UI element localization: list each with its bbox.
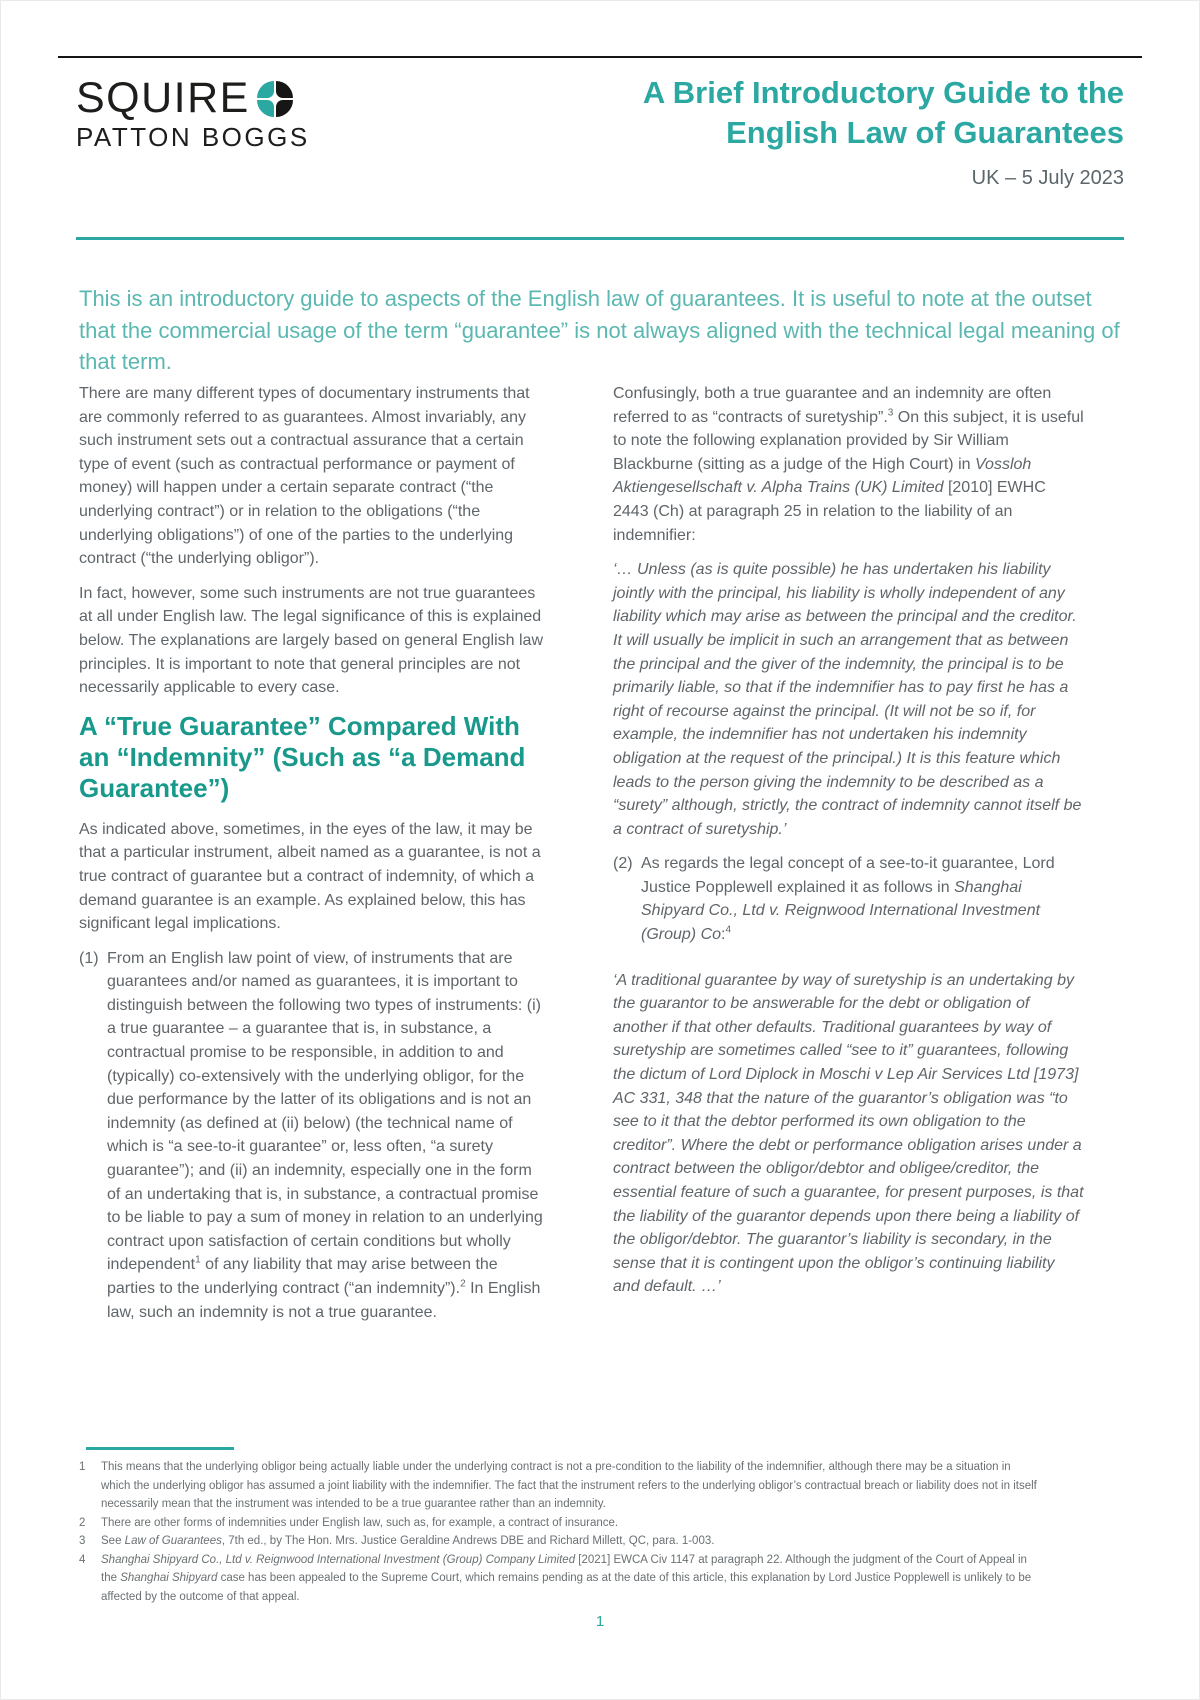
block-quote: ‘… Unless (as is quite possible) he has undertaken his liability jointly with the principal, his liability is wholly independent of any liability which may arise as between the principal and the creditor. It will usually be implicit in such an arrangement that as between the principal and the giver of the indemnity, the principal is to be primarily liable, so that if the indemnifier has to pay first he has a right of recourse against the principal. (It will not be so if, for example, the indemnifier has not undertaken his indemnity obligation at the request of the principal.) It is this feature which leads to the person giving the indemnity to be described as a “surety” although, strictly, the contract of indemnity cannot itself be a contract of suretyship.’ [613, 561, 1082, 838]
case-citation: Vossloh Aktiengesellschaft v. Alpha Trains (UK) Limited [613, 455, 1032, 497]
petal-top-right [276, 81, 293, 98]
footnote-3 [79, 1532, 1039, 1551]
footnote-2 [79, 1514, 1039, 1533]
footnote-segment: , 7th ed., by The Hon. Mrs. Justice Geraldine Andrews DBE and Richard Millett, QC, para. 1-003. [221, 1535, 715, 1547]
item-text-segment: : [721, 926, 726, 944]
dateline: UK – 5 July 2023 [971, 167, 1124, 189]
item-text-segment: In English law, such an indemnity is not a true guarantee. [107, 1280, 541, 1321]
footnote-ref-2: 2 [460, 1278, 466, 1290]
title-line-2: English Law of Guarantees [726, 115, 1124, 150]
top-divider [58, 56, 1142, 58]
petal-bottom-right [276, 100, 293, 117]
item-text-segment: From an English law point of view, of instruments that are guarantees and/or named as guarantees, it is important to distinguish between the following two types of instruments: (i) a true guarantee – a guarantee that is, in substance, a contractual promise to be responsible, in addition to and (typically) co-extensively with the underlying obligor, for the due performance by the latter of its obligations and is not an indemnity (as defined at (ii) below) (the technical name of which is “a see-to-it guarantee” or, less often, “a surety guarantee”); and (ii) an indemnity, especially one in the form of an undertaking that is, in substance, a contractual promise to be liable to pay a sum of money in relation to an underlying contract upon satisfaction of certain conditions but wholly independent [107, 949, 543, 1274]
paragraph-segment: On this subject, it is useful to note the following explanation provided by Sir William Blackburne (sitting as a judge of the High Court) in [613, 408, 1084, 473]
paragraph-segment: Confusingly, both a true guarantee and an indemnity are often referred to as “contracts of suretyship”. [613, 385, 1052, 426]
page-number: 1 [595, 1613, 605, 1630]
right-column [613, 382, 1085, 1310]
logo-text-patton-boggs: PATTON BOGGS [76, 122, 310, 152]
footnotes [79, 1458, 1039, 1606]
item-text-segment: of any liability that may arise between the parties to the underlying contract (“an indemnity”). [107, 1256, 498, 1297]
numbered-item-2 [613, 852, 1085, 957]
logo-text-squire: SQUIRE [76, 74, 250, 122]
case-citation: Shanghai Shipyard Co., Ltd v. Reignwood International Investment (Group) Co [641, 878, 1041, 944]
footnote-segment: case has been appealed to the Supreme Court, which remains pending as at the date of this article, this explanation by Lord Justice Popplewell is unlikely to be affected by the outcome of that appeal. [101, 1572, 1032, 1603]
footnote-ref-3: 3 [887, 407, 894, 419]
footnote-ref-4: 4 [725, 924, 732, 936]
footnote-number: 1 [79, 1461, 86, 1473]
footnote-ref-1: 1 [195, 1255, 201, 1267]
block-quote: ‘A traditional guarantee by way of suretyship is an undertaking by the guarantor to be answerable for the debt or obligation of another if that other defaults. Traditional guarantees by way of suretyship are sometimes called “see to it” guarantees, following the dictum of Lord Diplock in Moschi v Lep Air Services Ltd [1973] AC 331, 348 that the nature of the guarantor’s obligation was “to see to it that the debtor performed its own obligation to the creditor”. Where the debt or performance obligation arises under a contract between the obligor/debtor and obligee/creditor, the essential feature of such a guarantee, for present purposes, is that the liability of the guarantor depends upon there being a liability of the obligor/debtor. The guarantor’s liability is secondary, in the sense that it is contingent upon the obligor’s continuing liability and default. …’ [613, 971, 1084, 1296]
book-title: Law of Guarantees [124, 1535, 222, 1547]
item-number: (2) [613, 855, 633, 873]
footnote-4 [79, 1551, 1039, 1607]
footnote-segment: See [101, 1535, 125, 1547]
paragraph: In fact, however, some such instruments are not true guarantees at all under English law. The legal significance of this is explained below. The explanations are largely based on general English law principles. It is important to note that general principles are not necessarily applicable to every case. [79, 584, 544, 697]
footnote-1 [79, 1458, 1039, 1514]
section-heading: A “True Guarantee” Compared With an “Indemnity” (Such as “a Demand Guarantee”) [79, 710, 526, 803]
footnote-number: 4 [79, 1553, 86, 1566]
paragraph-segment: [2010] EWHC 2443 (Ch) at paragraph 25 in relation to the liability of an indemnifier: [613, 479, 1046, 544]
case-citation: Shanghai Shipyard Co., Ltd v. Reignwood International Investment (Group) Company Limited [101, 1553, 576, 1566]
footnote-number: 2 [79, 1516, 86, 1529]
item-number: (1) [79, 949, 99, 967]
left-column [79, 382, 545, 1346]
paragraph: As indicated above, sometimes, in the eyes of the law, it may be that a particular instrument, albeit named as a guarantee, is not a true contract of guarantee but a contract of indemnity, of which a demand guarantee is an example. As explained below, this has significant legal implications. [79, 820, 541, 933]
petal-bottom-left [257, 100, 274, 117]
item-text-segment: As regards the legal concept of a see-to-it guarantee, Lord Justice Popplewell explained it as follows in [641, 855, 1055, 896]
petal-top-left [257, 81, 274, 98]
title-line-1: A Brief Introductory Guide to the [642, 75, 1124, 110]
footnote-number: 3 [79, 1535, 86, 1547]
footnote-segment: [2021] EWCA Civ 1147 at paragraph 22. Although the judgment of the Court of Appeal in the [101, 1553, 1027, 1584]
numbered-item-1 [79, 947, 545, 1336]
case-citation: Shanghai Shipyard [120, 1572, 218, 1584]
footnote-text [101, 1551, 1039, 1607]
four-petal-circle-icon [257, 81, 293, 117]
footnote-text [101, 1532, 1039, 1551]
paragraph: There are many different types of documentary instruments that are commonly referred to as guarantees. Almost invariably, any such instrument sets out a contractual assurance that a certain type of event (such as contractual performance or payment of money) will happen under a certain separate contract (“the underlying contract”) or in relation to the obligations (“the underlying obligations”) of one of the parties to the underlying contract (“the underlying obligor”). [79, 385, 530, 568]
title-block [643, 73, 1124, 190]
item-text [641, 852, 1085, 946]
paragraph [613, 382, 1085, 547]
squire-patton-boggs-logo [76, 74, 310, 152]
footnote-text: This means that the underlying obligor being actually liable under the underlying contract is not a pre-condition to the liability of the indemnifier, although there may be a situation in which the underlying obligor has assumed a joint liability with the indemnifier. The fact that the instrument refers to the underlying obligor’s contractual breach or liability does not in itself necessarily mean that the instrument was intended to be a true guarantee rather than an indemnity. [101, 1461, 1037, 1510]
item-text [107, 947, 545, 1325]
document-title [643, 73, 1124, 153]
intro-paragraph: This is an introductory guide to aspects of the English law of guarantees. It is useful to note at the outset that the commercial usage of the term “guarantee” is not always aligned with the technical legal meaning of that term. [79, 286, 1120, 374]
footnote-text: There are other forms of indemnities under English law, such as, for example, a contract of insurance. [101, 1516, 619, 1529]
header-divider [76, 237, 1124, 240]
footnote-divider [86, 1447, 234, 1450]
